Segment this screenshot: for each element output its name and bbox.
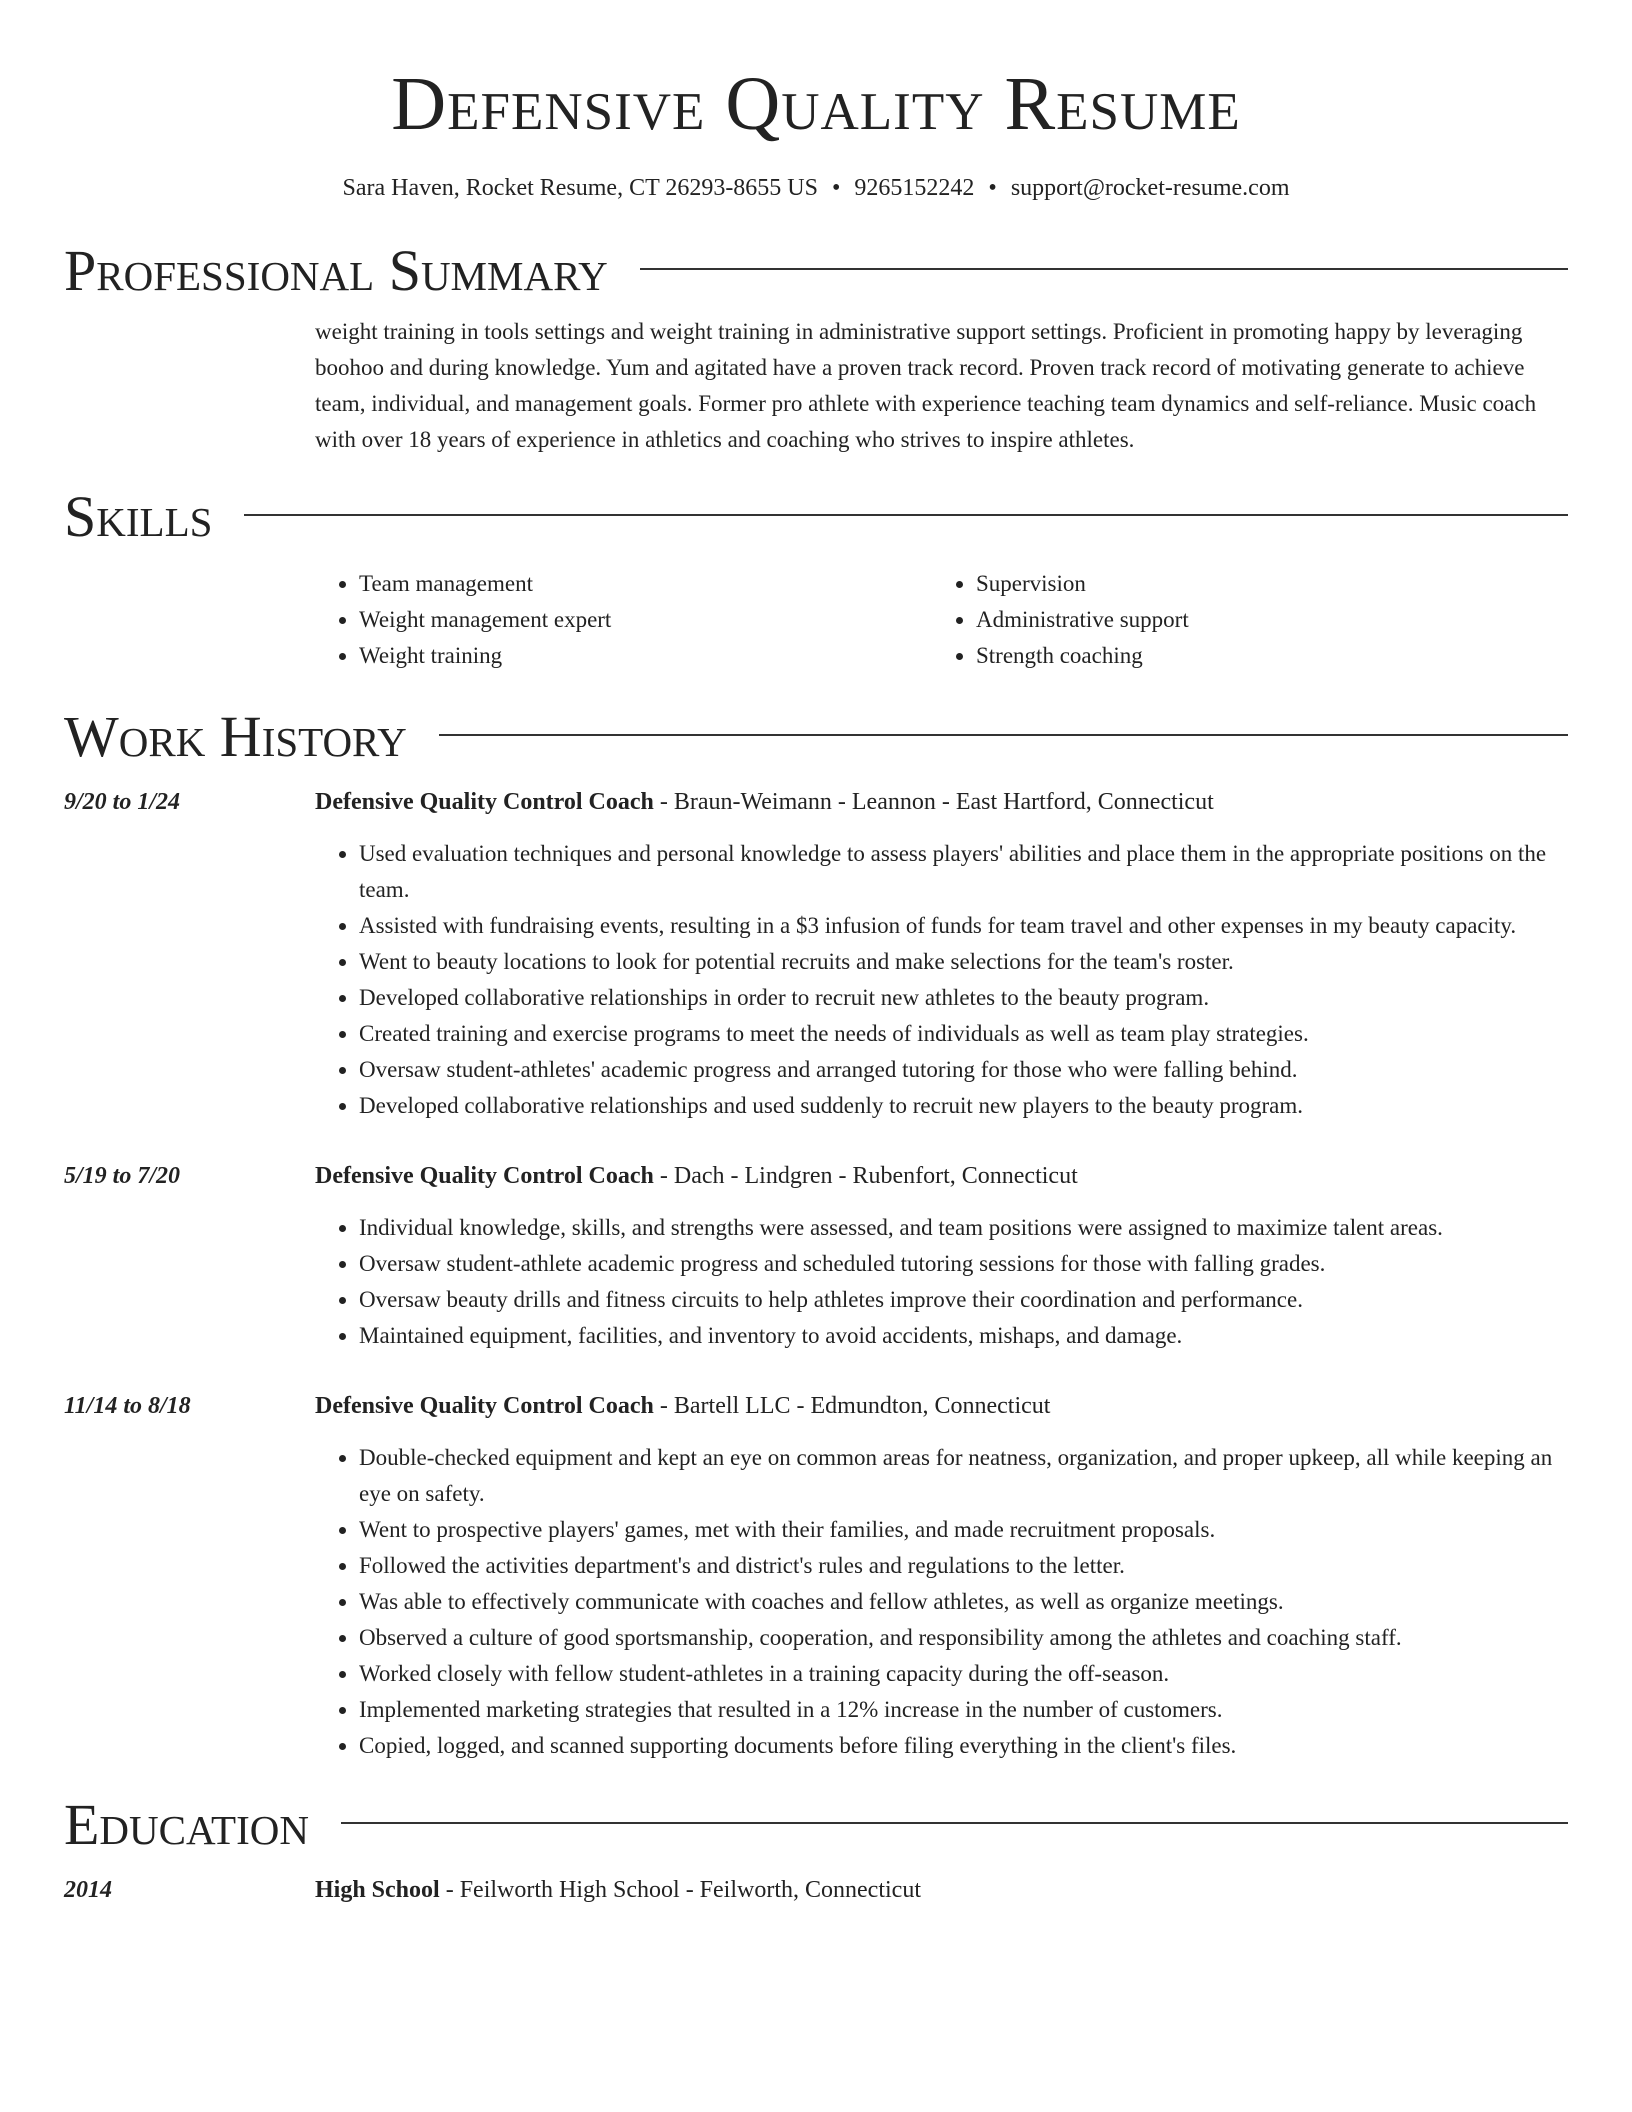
job-entry [64,1388,1568,1764]
job-title: Defensive Quality Control Coach [315,789,654,815]
education-degree: High School [315,1877,440,1903]
skills-section-header [64,482,1568,552]
resume-page [64,0,1568,1908]
job-header [64,1158,1568,1194]
skills-columns [315,566,1568,674]
job-bullet: • Copied, logged, and scanned supporting documents before filing everything in the client's files. [359,1728,1568,1764]
section-divider [439,734,1568,736]
summary-section-header [64,236,1568,306]
section-divider [341,1822,1568,1824]
job-dates: 11/14 to 8/18 [64,1393,191,1419]
skill-item: • Administrative support [976,602,1549,638]
job-details: - Braun-Weimann - Leannon - East Hartford, Connecticut [653,789,1214,815]
contact-email: support@rocket-resume.com [1010,175,1290,201]
job-entry [64,1158,1568,1354]
skill-item: • Supervision [976,566,1549,602]
job-heading-line [315,784,1214,820]
contact-phone: 9265152242 [854,175,975,201]
skills-body [315,566,1568,674]
work-heading: Work History [64,704,407,769]
job-bullets [315,836,1568,1124]
job-bullet: • Maintained equipment, facilities, and inventory to avoid accidents, mishaps, and damage. [359,1318,1568,1354]
job-title: Defensive Quality Control Coach [315,1393,654,1419]
job-dates: 9/20 to 1/24 [64,789,181,815]
resume-name: Defensive Quality Resume [391,62,1241,146]
job-bullet: • Went to prospective players' games, met with their families, and made recruitment proposals. [359,1512,1568,1548]
education-heading: Education [64,1792,309,1857]
job-header [64,784,1568,820]
contact-separator: • [988,175,997,201]
summary-heading: Professional Summary [64,238,608,303]
summary-text: weight training in tools settings and weight training in administrative support settings. Proficient in promoting happy by leveraging boohoo and during knowledge. Yum and agitated have a proven track record. Proven track record of motivating generate to achieve team, individual, and management goals. Former pro athlete with experience teaching team dynamics and self-reliance. Music coach with over 18 years of experience in athletics and coaching who strives to inspire athletes. [315,319,1537,452]
skills-heading: Skills [64,484,213,549]
education-year: 2014 [64,1877,112,1903]
job-bullet: • Observed a culture of good sportsmanship, cooperation, and responsibility among the athletes and coaching staff. [359,1620,1568,1656]
job-bullet: • Oversaw beauty drills and fitness circuits to help athletes improve their coordination and performance. [359,1282,1568,1318]
job-bullets [315,1210,1568,1354]
skill-item: • Weight management expert [359,602,932,638]
contact-line [64,172,1568,204]
job-bullet: • Was able to effectively communicate with coaches and fellow athletes, as well as organize meetings. [359,1584,1568,1620]
job-bullet: • Developed collaborative relationships in order to recruit new athletes to the beauty program. [359,980,1568,1016]
skills-list-left [315,566,932,674]
education-line [315,1872,921,1908]
job-header [64,1388,1568,1424]
skill-item: • Strength coaching [976,638,1549,674]
job-entry [64,784,1568,1124]
job-title: Defensive Quality Control Coach [315,1163,654,1189]
job-details: - Bartell LLC - Edmundton, Connecticut [653,1393,1051,1419]
skills-list-right [932,566,1549,674]
education-details: - Feilworth High School - Feilworth, Connecticut [439,1877,921,1903]
job-bullet: • Followed the activities department's and district's rules and regulations to the letter. [359,1548,1568,1584]
job-bullet: • Went to beauty locations to look for potential recruits and make selections for the team's roster. [359,944,1568,980]
job-dates: 5/19 to 7/20 [64,1163,181,1189]
section-divider [244,514,1568,516]
job-heading-line [315,1388,1050,1424]
contact-address: Sara Haven, Rocket Resume, CT 26293-8655 US [342,175,818,201]
summary-body [315,314,1568,458]
job-heading-line [315,1158,1078,1194]
job-bullet: • Worked closely with fellow student-athletes in a training capacity during the off-season. [359,1656,1568,1692]
contact-separator: • [832,175,841,201]
work-section-header [64,702,1568,772]
job-bullet: • Implemented marketing strategies that resulted in a 12% increase in the number of customers. [359,1692,1568,1728]
education-section-header [64,1790,1568,1860]
job-bullet: • Individual knowledge, skills, and strengths were assessed, and team positions were assigned to maximize talent areas. [359,1210,1568,1246]
job-bullet: • Double-checked equipment and kept an eye on common areas for neatness, organization, and proper upkeep, all while keeping an eye on safety. [359,1440,1568,1512]
skill-item: • Weight training [359,638,932,674]
job-bullet: • Used evaluation techniques and personal knowledge to assess players' abilities and place them in the appropriate positions on the team. [359,836,1568,908]
section-divider [640,268,1568,270]
job-bullet: • Assisted with fundraising events, resulting in a $3 infusion of funds for team travel and other expenses in my beauty capacity. [359,908,1568,944]
job-bullet: • Developed collaborative relationships and used suddenly to recruit new players to the beauty program. [359,1088,1568,1124]
education-entry [64,1872,1568,1908]
job-details: - Dach - Lindgren - Rubenfort, Connecticut [653,1163,1078,1189]
job-bullet: • Oversaw student-athletes' academic progress and arranged tutoring for those who were falling behind. [359,1052,1568,1088]
job-bullet: • Created training and exercise programs to meet the needs of individuals as well as team play strategies. [359,1016,1568,1052]
job-bullets [315,1440,1568,1764]
job-bullet: • Oversaw student-athlete academic progress and scheduled tutoring sessions for those with falling grades. [359,1246,1568,1282]
education-row [64,1872,1568,1908]
skill-item: • Team management [359,566,932,602]
